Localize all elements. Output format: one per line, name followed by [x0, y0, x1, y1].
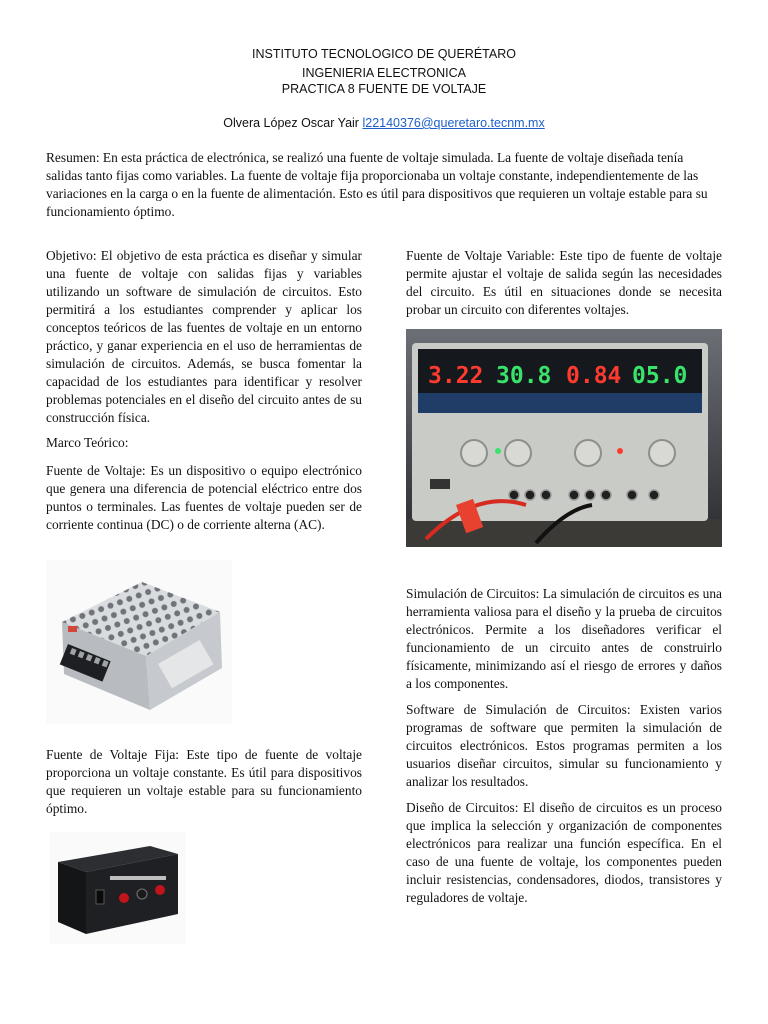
- fuente-voltaje-paragraph: Fuente de Voltaje: Es un dispositivo o equipo electrónico que genera una diferencia de potencial eléctrico entre dos puntos o terminales. Las fuentes de voltaje pueden ser de corriente continua (DC) o de corriente alterna (AC).: [46, 463, 362, 532]
- fuente-variable-paragraph: Fuente de Voltaje Variable: Este tipo de fuente de voltaje permite ajustar el voltaje de salida según las necesidades del circuito. Es útil en situaciones donde se necesita probar un circuito con diferentes voltajes.: [406, 248, 722, 317]
- objetivo-paragraph: Objetivo: El objetivo de esta práctica es diseñar y simular una fuente de voltaje con salidas fijas y variables utilizando un software de simulación de circuitos. Esto permitirá a los estudiantes comprender y aplicar los conceptos teóricos de las fuentes de voltaje en un entorno práctico, y ganar experiencia en el uso de herramientas de simulación de circuitos. Además, se busca fomentar la capacidad de los estudiantes para identificar y resolver problemas potenciales en el diseño del circuito antes de su construcción física.: [46, 248, 362, 425]
- institute-title: INSTITUTO TECNOLOGICO DE QUERÉTARO: [252, 47, 516, 61]
- author-line: [0, 116, 768, 130]
- display-2: 30.8: [496, 363, 552, 389]
- practice-title: PRACTICA 8 FUENTE DE VOLTAJE: [281, 82, 487, 96]
- display-1: 3.22: [428, 363, 484, 389]
- simulacion-paragraph: Simulación de Circuitos: La simulación de circuitos es una herramienta valiosa para el diseño y la prueba de circuitos electrónicos. Permite a los diseñadores verificar el funcionamiento de un circuito antes de construirlo físicamente, minimizando así el riesgo de errores y daños a los componentes.: [406, 586, 722, 691]
- software-paragraph: Software de Simulación de Circuitos: Existen varios programas de software que permiten la simulación de circuitos electrónicos. Estos programas permiten a los usuarios diseñar circuitos, simular su funcionamiento y analizar los resultados.: [406, 702, 722, 789]
- diseno-paragraph: Diseño de Circuitos: El diseño de circuitos es un proceso que implica la selección y organización de componentes electrónicos para realizar una función específica. En el caso de una fuente de voltaje, los componentes pueden incluir resistencias, condensadores, diodos, transistores y reguladores de voltaje.: [406, 800, 722, 905]
- author-name: Olvera López Oscar Yair: [223, 116, 359, 130]
- fuente-fija-paragraph: Fuente de Voltaje Fija: Este tipo de fuente de voltaje proporciona un voltaje constante. Es útil para dispositivos que requieren un voltaje estable para su funcionamiento óptimo.: [46, 747, 362, 816]
- author-email-link[interactable]: l22140376@queretaro.tecnm.mx: [362, 116, 545, 130]
- switching-power-supply-photo: [46, 560, 232, 724]
- marco-teorico-heading: Marco Teórico:: [46, 435, 129, 450]
- bench-power-supply-photo: [406, 329, 722, 547]
- display-3: 0.84: [566, 363, 622, 389]
- fixed-power-supply-photo: [50, 832, 186, 944]
- program-title: INGENIERIA ELECTRONICA: [302, 66, 466, 80]
- display-4: 05.0: [632, 363, 688, 389]
- resumen-paragraph: Resumen: En esta práctica de electrónica, se realizó una fuente de voltaje simulada. La fuente de voltaje diseñada tenía salidas tanto fijas como variables. La fuente de voltaje fija proporcionaba un voltaje constante, independientemente de las variaciones en la carga o en la fuente de alimentación. Esto es útil para dispositivos que requieren un voltaje estable para su funcionamiento óptimo.: [46, 150, 708, 219]
